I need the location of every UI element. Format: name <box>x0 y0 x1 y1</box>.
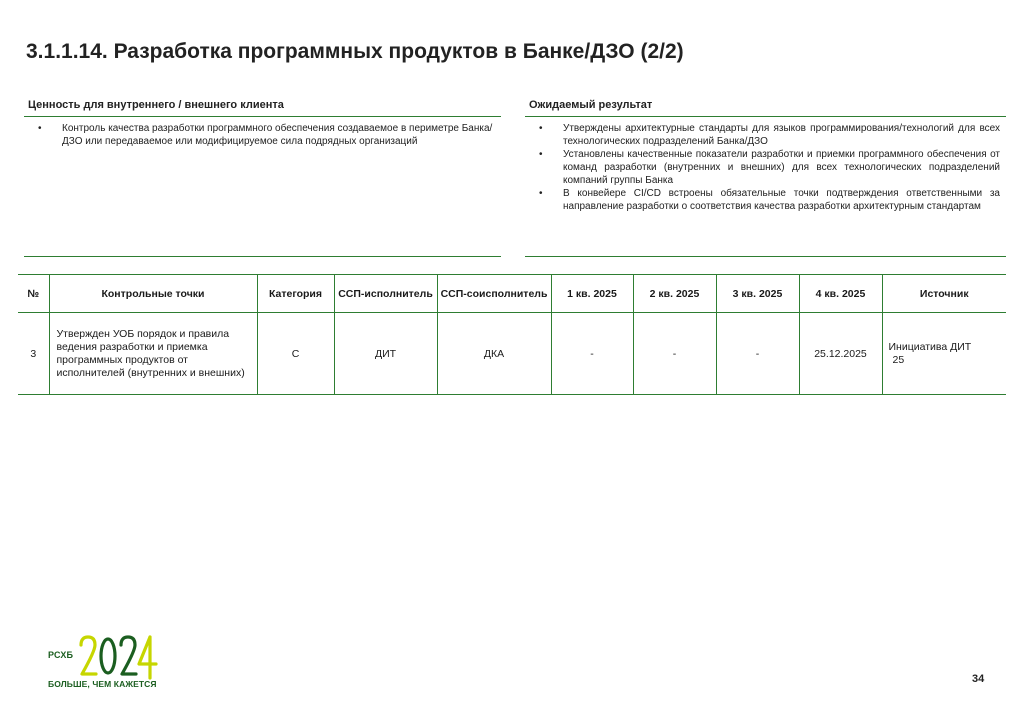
col-header-ssp-executor: ССП-исполнитель <box>334 275 437 313</box>
col-header-checkpoints: Контрольные точки <box>49 275 257 313</box>
result-bullet: • Установлены качественные показатели разработки и приемки программного обеспечения от команд разработки (внутренних и внешних) для всех технологических подразделений компаний группы Банка <box>531 148 1000 187</box>
cell-q1: - <box>551 313 633 395</box>
result-bullet: • В конвейере CI/CD встроены обязательные точки подтверждения ответственными за направление разработки о соответствия качества разработки архитектурным стандартам <box>531 187 1000 213</box>
col-header-q1: 1 кв. 2025 <box>551 275 633 313</box>
col-header-q2: 2 кв. 2025 <box>633 275 716 313</box>
col-header-num: № <box>18 275 49 313</box>
result-panel-body <box>525 117 1006 257</box>
cell-ssp-executor: ДИТ <box>334 313 437 395</box>
checkpoints-table <box>18 274 1006 395</box>
page-number: 34 <box>972 673 985 685</box>
cell-source-line1: Инициатива ДИТ <box>888 340 972 353</box>
result-panel-heading: Ожидаемый результат <box>525 96 1006 117</box>
cell-num: 3 <box>18 313 49 395</box>
value-panel <box>24 96 501 257</box>
col-header-ssp-coexecutor: ССП-соисполнитель <box>437 275 551 313</box>
col-header-q3: 3 кв. 2025 <box>716 275 799 313</box>
cell-checkpoint: Утвержден УОБ порядок и правила ведения разработки и приемка программных продуктов от исполнителей (внутренних и внешних) <box>49 313 257 395</box>
cell-category: С <box>257 313 334 395</box>
cell-ssp-coexecutor: ДКА <box>437 313 551 395</box>
result-bullet: • Утверждены архитектурные стандарты для языков программирования/технологий для всех технологических подразделений Банка/ДЗО <box>531 122 1000 148</box>
cell-source-line2: 25 <box>892 353 905 366</box>
logo-year-mark <box>78 634 158 680</box>
cell-q2: - <box>633 313 716 395</box>
slide-title: 3.1.1.14. Разработка программных продуктов в Банке/ДЗО (2/2) <box>26 40 684 63</box>
table-row <box>18 313 1006 395</box>
col-header-category: Категория <box>257 275 334 313</box>
table-header-row <box>18 275 1006 313</box>
cell-source <box>882 313 1006 395</box>
logo-abbreviation: РСХБ <box>48 650 74 660</box>
result-panel <box>525 96 1006 257</box>
rshb-logo <box>44 634 160 690</box>
value-panel-heading: Ценность для внутреннего / внешнего клиента <box>24 96 501 117</box>
cell-q4: 25.12.2025 <box>799 313 882 395</box>
col-header-q4: 4 кв. 2025 <box>799 275 882 313</box>
logo-tagline: БОЛЬШЕ, ЧЕМ КАЖЕТСЯ <box>48 679 157 689</box>
cell-q3: - <box>716 313 799 395</box>
value-bullet: • Контроль качества разработки программного обеспечения создаваемое в периметре Банка/ДЗО или передаваемое или модифицируемое сила подрядных организаций <box>30 122 495 148</box>
col-header-source: Источник <box>882 275 1006 313</box>
value-panel-body <box>24 117 501 257</box>
